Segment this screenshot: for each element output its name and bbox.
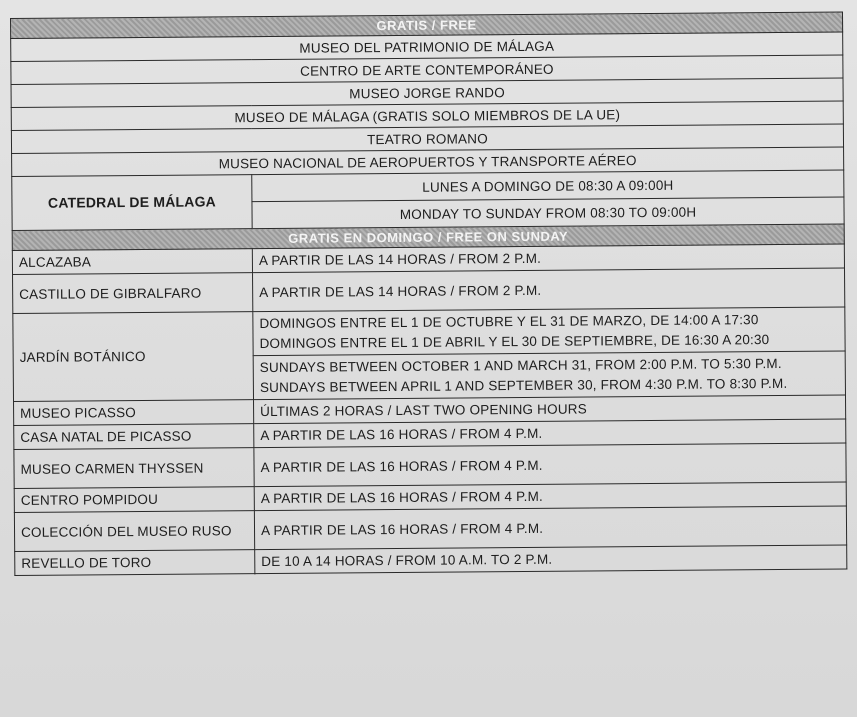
- jardin-en-1: SUNDAYS BETWEEN OCTOBER 1 AND MARCH 31, FROM 2:00 P.M. TO 5:30 P.M.: [259, 355, 782, 376]
- catedral-schedule-en: MONDAY TO SUNDAY FROM 08:30 TO 09:00H: [252, 197, 844, 229]
- place-name: CASA NATAL DE PICASSO: [14, 424, 254, 450]
- place-schedule: ÚLTIMAS 2 HORAS / LAST TWO OPENING HOURS: [254, 395, 846, 424]
- place-name: MUSEO PICASSO: [14, 400, 254, 426]
- place-name: MUSEO CARMEN THYSSEN: [14, 448, 254, 489]
- catedral-schedule-es: LUNES A DOMINGO DE 08:30 A 09:00H: [252, 170, 844, 202]
- place-name: ALCAZABA: [12, 249, 252, 275]
- museum-schedule: [10, 11, 846, 576]
- table-row: [13, 268, 845, 314]
- jardin-schedule-es: [253, 307, 845, 356]
- jardin-es-1: DOMINGOS ENTRE EL 1 DE OCTUBRE Y EL 31 DE MARZO, DE 14:00 A 17:30: [259, 312, 759, 332]
- schedule-table: [10, 11, 847, 576]
- place-schedule: A PARTIR DE LAS 16 HORAS / FROM 4 P.M.: [254, 443, 846, 487]
- catedral-name: CATEDRAL DE MÁLAGA: [12, 175, 252, 231]
- place-name: CASTILLO DE GIBRALFARO: [13, 273, 253, 314]
- free-place: MUSEO DEL PATRIMONIO DE MÁLAGA: [11, 32, 843, 62]
- jardin-es-2: DOMINGOS ENTRE EL 1 DE ABRIL Y EL 30 DE SEPTIEMBRE, DE 16:30 A 20:30: [259, 332, 770, 352]
- table-row: [15, 545, 847, 576]
- place-name: COLECCIÓN DEL MUSEO RUSO: [14, 511, 254, 552]
- jardin-schedule-en: [253, 351, 845, 400]
- place-name: REVELLO DE TORO: [15, 550, 255, 576]
- jardin-en-2: SUNDAYS BETWEEN APRIL 1 AND SEPTEMBER 30, FROM 4:30 P.M. TO 8:30 P.M.: [259, 375, 788, 396]
- place-schedule: A PARTIR DE LAS 14 HORAS / FROM 2 P.M.: [253, 268, 845, 312]
- table-row: [14, 506, 846, 552]
- place-schedule: DE 10 A 14 HORAS / FROM 10 A.M. TO 2 P.M.: [255, 545, 847, 574]
- free-place: TEATRO ROMANO: [11, 124, 843, 154]
- place-name: CENTRO POMPIDOU: [14, 487, 254, 513]
- free-header: GRATIS / FREE: [11, 12, 843, 39]
- free-place: CENTRO DE ARTE CONTEMPORÁNEO: [11, 55, 843, 85]
- table-row: [13, 307, 845, 358]
- place-schedule: A PARTIR DE LAS 14 HORAS / FROM 2 P.M.: [252, 244, 844, 273]
- place-schedule: A PARTIR DE LAS 16 HORAS / FROM 4 P.M.: [254, 419, 846, 448]
- jardin-name: JARDÍN BOTÁNICO: [13, 312, 254, 402]
- sunday-header: GRATIS EN DOMINGO / FREE ON SUNDAY: [12, 224, 844, 251]
- place-schedule: A PARTIR DE LAS 16 HORAS / FROM 4 P.M.: [254, 482, 846, 511]
- free-place: MUSEO JORGE RANDO: [11, 78, 843, 108]
- table-row: [14, 443, 846, 489]
- place-schedule: A PARTIR DE LAS 16 HORAS / FROM 4 P.M.: [254, 506, 846, 550]
- free-place: MUSEO NACIONAL DE AEROPUERTOS Y TRANSPORTE AÉREO: [12, 147, 844, 177]
- free-place: MUSEO DE MÁLAGA (GRATIS SOLO MIEMBROS DE LA UE): [11, 101, 843, 131]
